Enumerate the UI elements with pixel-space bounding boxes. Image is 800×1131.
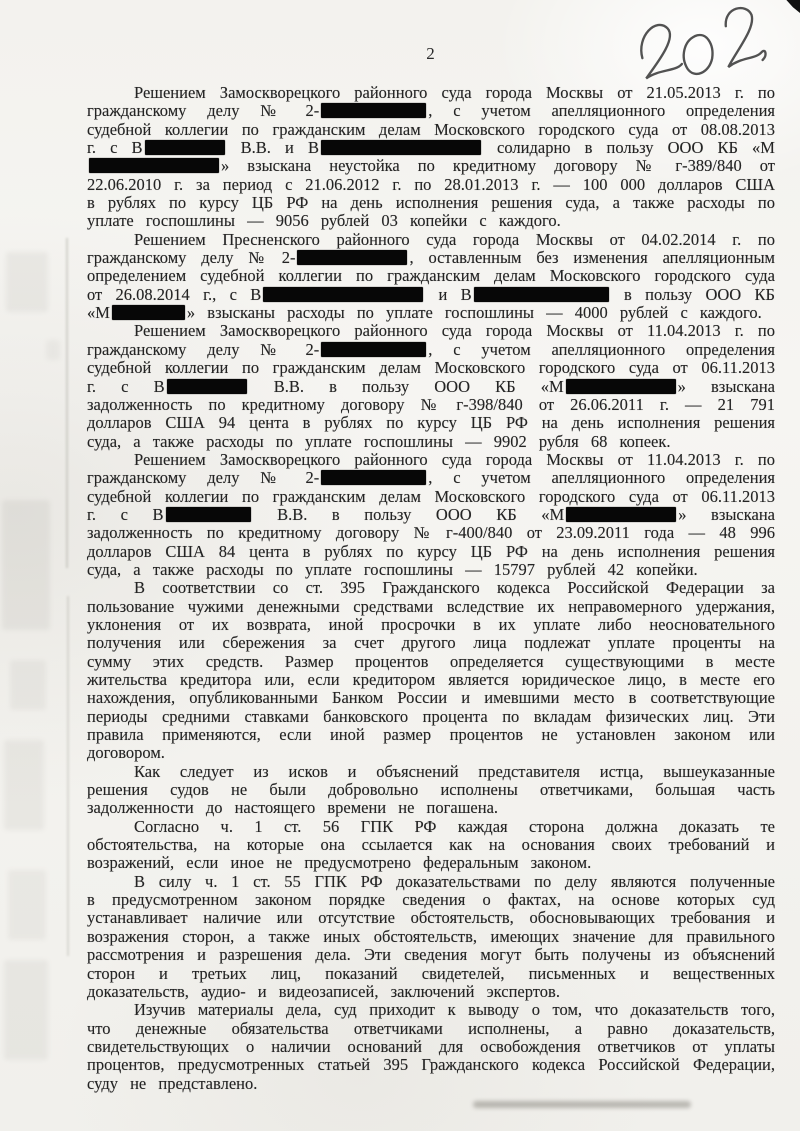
document-body [87, 84, 775, 1093]
redaction-bar [566, 507, 676, 522]
scan-corner-artifact [784, 0, 800, 13]
redaction-bar [474, 287, 609, 302]
bleedthrough-smudge [4, 960, 48, 1060]
redaction-bar [166, 507, 251, 522]
paragraph: Изучив материалы дела, суд приходит к выводу о том, что доказательств того, что денежные обязательства ответчиками исполнены, а равно доказательств, свидетельствующих о наличии оснований для освобождения ответчиков от уплаты процентов, предусмотренных статьей 395 Гражданского кодекса Российской Федерации, суду не представлено. [87, 1000, 775, 1093]
paragraph: Решением Замоскворецкого районного суда города Москвы от 11.04.2013 г. по гражданскому делу № 2- , с учетом апелляционного определения судебной коллегии по гражданским делам Московского городского суда от 06.11.2013 г. с В В.В. в пользу ООО КБ «М » взыскана задолженность по кредитному договору № г-398/840 от 26.06.2011 г. — 21 791 долларов США 94 цента в рублях по курсу ЦБ РФ на день исполнения решения суда, а также расходы по уплате госпошлины — 9902 рубля 68 копеек. [87, 321, 775, 451]
redaction-bar [112, 305, 185, 320]
redaction-bar [145, 140, 225, 155]
paragraph: Решением Замоскворецкого районного суда города Москвы от 11.04.2013 г. по гражданскому делу № 2- , с учетом апелляционного определения судебной коллегии по гражданским делам Московского городского суда от 06.11.2013 г. с В В.В. в пользу ООО КБ «М » взыскана задолженность по кредитному договору № г-400/840 от 23.09.2011 года — 48 996 долларов США 84 цента в рублях по курсу ЦБ РФ на день исполнения решения суда, а также расходы по уплате госпошлины — 15797 рублей 42 копейки. [87, 449, 775, 579]
bleedthrough-smudge [4, 740, 44, 830]
bleedthrough-smudge [46, 340, 60, 360]
bleedthrough-smudge [10, 660, 46, 710]
redaction-bar [566, 379, 676, 394]
paragraph: Решением Пресненского районного суда города Москвы от 04.02.2014 г. по гражданскому делу № 2- , оставленным без изменения апелляционным определением судебной коллегии по гражданским делам Московского городского суда от 26.08.2014 г., с В и В в пользу ООО КБ «М » взысканы расходы по уплате госпошлины — 4000 рублей с каждого. [87, 229, 776, 323]
scan-crease-artifact [66, 238, 68, 568]
paragraph: Решением Замоскворецкого районного суда города Москвы от 21.05.2013 г. по гражданскому делу № 2- , с учетом апелляционного определения судебной коллегии по гражданским делам Московского городского суда от 08.08.2013 г. с В В.В. и В солидарно в пользу ООО КБ «М» взыскана неустойка по кредитному договору № г-389/840 от 22.06.2010 г. за период с 21.06.2012 г. по 28.01.2013 г. — 100 000 долларов США в рублях по курсу ЦБ РФ на день исполнения решения суда, а также расходы по уплате госпошлины — 9056 рублей 03 копейки с каждого. [87, 83, 775, 231]
redaction-bar [297, 250, 407, 265]
paragraph: В силу ч. 1 ст. 55 ГПК РФ доказательствами по делу являются полученные в предусмотренном законом порядке сведения о фактах, на основе которых суд устанавливает наличие или отсутствие обстоятельств, обосновывающих требования и возражения сторон, а также иных обстоятельств, имеющих значение для правильного рассмотрения и разрешения дела. Эти сведения могут быть получены из объяснений сторон и третьих лиц, показаний свидетелей, письменных и вещественных доказательств, аудио- и видеозаписей, заключений экспертов. [87, 871, 775, 1001]
paragraph: В соответствии со ст. 395 Гражданского кодекса Российской Федерации за пользование чужими денежными средствами вследствие их неправомерного удержания, уклонения от их возврата, иной просрочки в их уплате либо неосновательного получения или сбережения за счет другого лица подлежат уплате проценты на сумму этих средств. Размер процентов определяется существующими в месте жительства кредитора или, если кредитором является юридическое лицо, в месте его нахождения, опубликованными Банком России и имевшими место в соответствующие периоды средними ставками банковского процента по вкладам физических лиц. Эти правила применяются, если иной размер процентов не установлен законом или договором. [87, 578, 775, 763]
bleedthrough-smudge [6, 252, 48, 312]
page-number: 2 [426, 44, 436, 63]
redaction-bar [321, 342, 426, 357]
redaction-bar [263, 287, 423, 302]
redaction-bar [321, 140, 481, 155]
bleedthrough-smudge [8, 870, 46, 940]
bleedthrough-line [473, 1101, 691, 1108]
redaction-bar [321, 470, 426, 485]
redaction-bar [321, 103, 426, 118]
redaction-bar [167, 379, 247, 394]
paragraph: Согласно ч. 1 ст. 56 ГПК РФ каждая сторона должна доказать те обстоятельства, на которые она ссылается как на основания своих требований и возражений, если иное не предусмотрено федеральным законом. [87, 816, 775, 873]
bleedthrough-smudge [2, 500, 50, 630]
paragraph: Как следует из исков и объяснений представителя истца, вышеуказанные решения судов не были добровольно исполнены ответчиками, большая часть задолженности до настоящего времени не погашена. [87, 761, 775, 818]
redaction-bar [89, 158, 219, 173]
scan-crease-artifact [67, 596, 69, 956]
